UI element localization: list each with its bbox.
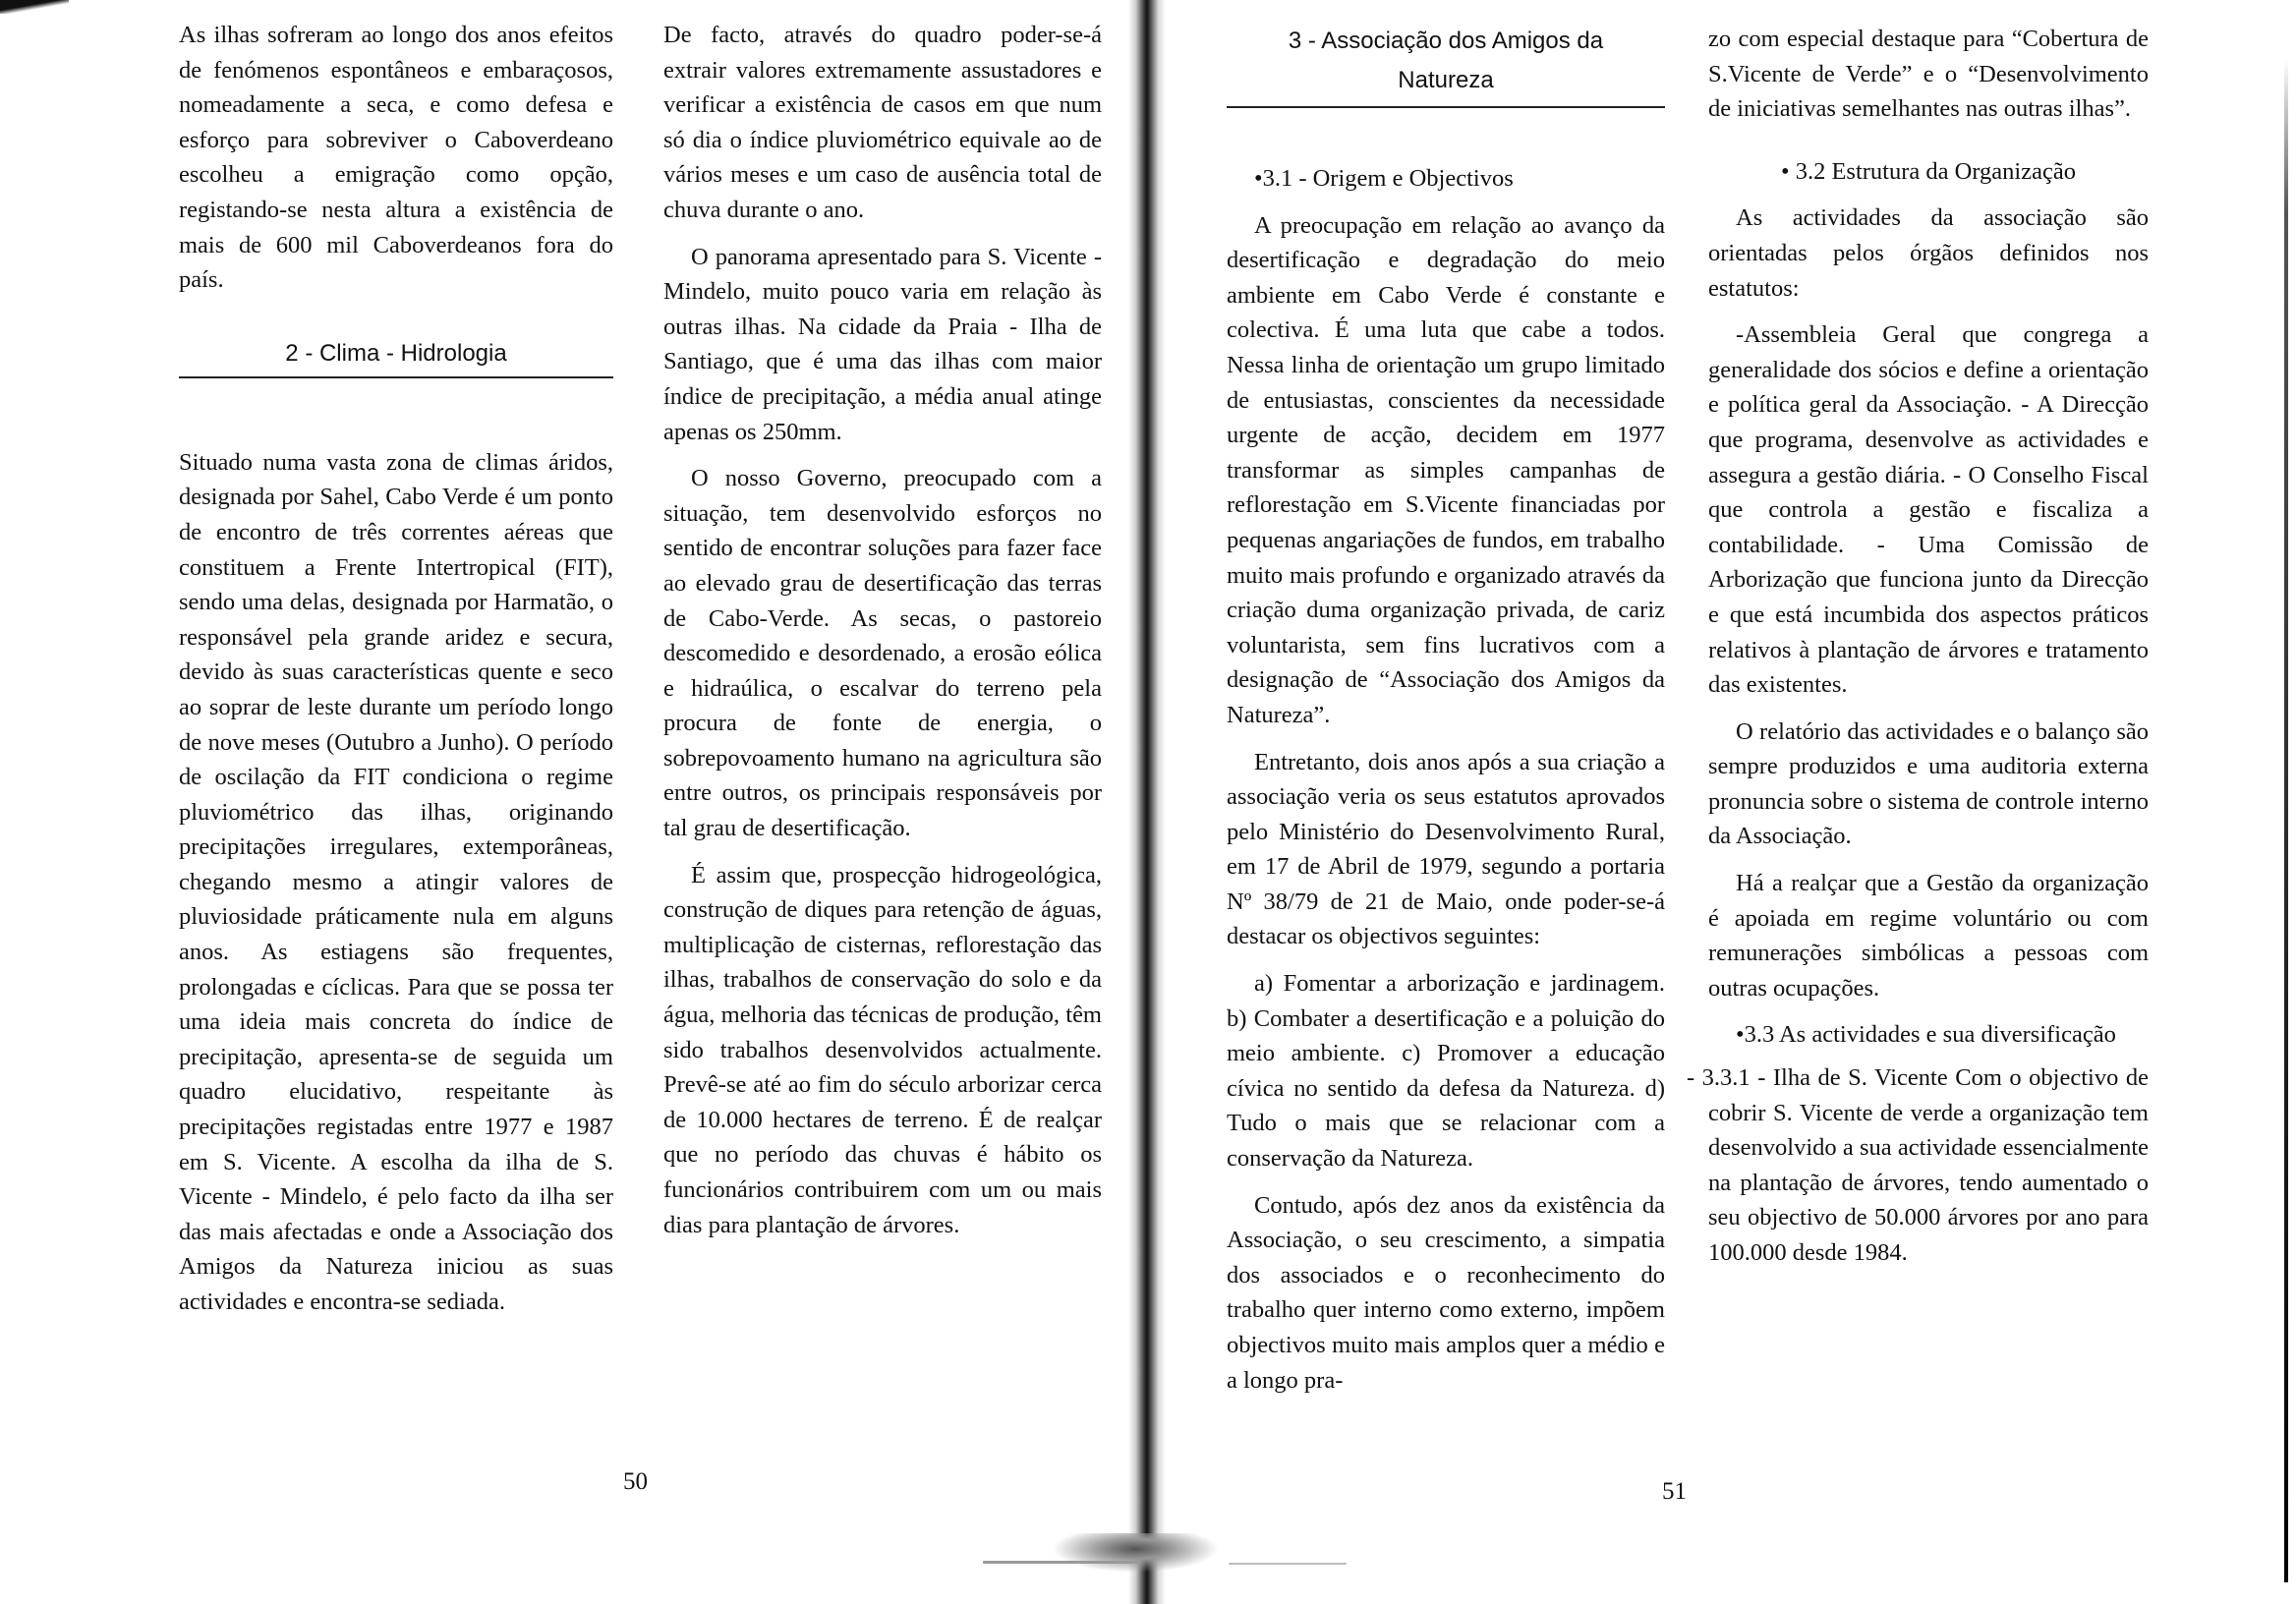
left-page bbox=[0, 0, 1145, 1604]
paragraph: As actividades da associação são orientadas pelos órgãos definidos nos estatutos: bbox=[1708, 204, 2149, 302]
paragraph: O panorama apresentado para S. Vicente - Mindelo, muito pouco varia em relação às outras ilhas. Na cidade da Praia - Ilha de Santiago, que é uma das ilhas com maior índice de precipitação, a média anual atinge apenas os 250mm. bbox=[663, 243, 1102, 445]
paragraph: É assim que, prospecção hidrogeológica, construção de diques para retenção de águas, multiplicação de cisternas, reflorestação das ilhas, trabalhos de conservação do solo e da água, melhoria das técnicas de produção, têm sido trabalhos desenvolvidos actualmente. Prevê-se até ao fim do século arborizar cerca de 10.000 hectares de terreno. É de realçar que no período das chuvas é hábito os funcionários contribuirem com um ou mais dias para plantação de árvores. bbox=[663, 861, 1102, 1238]
subsection-heading: •3.1 - Origem e Objectivos bbox=[1254, 165, 1514, 192]
page-number: 50 bbox=[623, 1468, 648, 1495]
paragraph: O relatório das actividades e o balanço são sempre produzidos e uma auditoria externa pronuncia sobre o sistema de controle interno da Associação. bbox=[1708, 717, 2149, 850]
paragraph: a) Fomentar a arborização e jardinagem. b) Combater a desertificação e a poluição do meio ambiente. c) Promover a educação cívica no sentido da defesa da Natureza. d) Tudo o mais que se relacionar com a conservação da Natureza. bbox=[1227, 970, 1665, 1173]
paragraph: De facto, através do quadro poder-se-á extrair valores extremamente assustadores e verificar a existência de casos em que num só dia o índice pluviométrico equivale ao de vários meses e um caso de ausência total de chuva durante o ano. bbox=[663, 22, 1102, 223]
paragraph: Entretanto, dois anos após a sua criação a associação veria os seus estatutos aprovados pelo Ministério do Desenvolvimento Rural, em 17 de Abril de 1979, segundo a portaria Nº 38/79 de 21 de Maio, onde poder-se-á destacar os objectivos seguintes: bbox=[1227, 748, 1665, 950]
section-heading bbox=[1227, 22, 1665, 108]
paragraph: zo com especial destaque para “Cobertura de S.Vicente de Verde” e o “Desenvolvimento de iniciativas semelhantes nas outras ilhas”. bbox=[1708, 26, 2149, 123]
list-item: - 3.3.1 - Ilha de S. Vicente Com o objectivo de cobrir S. Vicente de verde a organização tem desenvolvido a sua actividade essencialmente na plantação de árvores, tendo aumentado o seu objectivo de 50.000 árvores por ano para 100.000 desde 1984. bbox=[1687, 1064, 2149, 1266]
section-heading-line1: 3 - Associação dos Amigos da bbox=[1288, 28, 1604, 54]
paragraph: As ilhas sofreram ao longo dos anos efeitos de fenómenos espontâneos e embaraçosos, nomeadamente a seca, e como defesa e esforço para sobreviver o Caboverdeano escolheu a emigração como opção, registando-se nesta altura a existência de mais de 600 mil Caboverdeanos fora do país. bbox=[179, 22, 613, 294]
left-page-column-1 bbox=[179, 18, 613, 1320]
paragraph: -Assembleia Geral que congrega a generalidade dos sócios e define a orientação e política geral da Associação. - A Direcção que programa, desenvolve as actividades e assegura a gestão diária. - O Conselho Fiscal que controla a gestão e fiscaliza a contabilidade. - Uma Comissão de Arborização que funciona junto da Direcção e que está incumbida dos aspectos práticos relativos à plantação de árvores e tratamento das existentes. bbox=[1708, 321, 2149, 699]
page-number: 51 bbox=[1662, 1478, 1687, 1505]
paragraph: Contudo, após dez anos da existência da Associação, o seu crescimento, a simpatia dos associados e o reconhecimento do trabalho quer interno como externo, impõem objectivos muito mais amplos quer a médio e a longo pra- bbox=[1227, 1191, 1665, 1394]
paragraph: A preocupação em relação ao avanço da desertificação e degradação do meio ambiente em Cabo Verde é constante e colectiva. É uma luta que cabe a todos. Nessa linha de orientação um grupo limitado de entusiastas, conscientes da necessidade urgente de acção, decidem em 1977 transformar as simples campanhas de reflorestação em S.Vicente financiadas por pequenas angariações de fundos, em trabalho muito mais profundo e organizado através da criação duma organização privada, de cariz voluntarista, sem fins lucrativos com a designação de “Associação dos Amigos da Natureza”. bbox=[1227, 211, 1665, 728]
left-page-column-2 bbox=[663, 18, 1102, 1242]
section-heading-line2: Natureza bbox=[1398, 67, 1494, 93]
paragraph: Há a realçar que a Gestão da organização é apoiada em regime voluntário ou com remunerações simbólicas a pessoas com outras ocupações. bbox=[1708, 870, 2149, 1002]
right-page bbox=[1145, 0, 2296, 1604]
subsection-heading: • 3.2 Estrutura da Organização bbox=[1781, 157, 2076, 185]
paragraph: O nosso Governo, preocupado com a situação, tem desenvolvido esforços no sentido de encontrar soluções para fazer face ao elevado grau de desertificação das terras de Cabo-Verde. As secas, o pastoreio descomedido e desordenado, a erosão eólica e hidraúlica, o escalvar do terreno pela procura de fonte de energia, o sobrepovoamento humano na agricultura são entre outros, os principais responsáveis por tal grau de desertificação. bbox=[663, 465, 1102, 842]
section-heading: 2 - Clima - Hidrologia bbox=[179, 337, 613, 378]
paragraph: Situado numa vasta zona de climas áridos, designada por Sahel, Cabo Verde é um ponto de encontro de três correntes aéreas que constituem a Frente Intertropical (FIT), sendo uma delas, designada por Harmatão, o responsável pela grande aridez e secura, devido às suas características quente e seco ao soprar de leste durante um período longo de nove meses (Outubro a Junho). O período de oscilação da FIT condiciona o regime pluviométrico das ilhas, originando precipitações irregulares, extemporâneas, chegando mesmo a atingir valores de pluviosidade práticamente nula em alguns anos. As estiagens são frequentes, prolongadas e cíclicas. Para que se possa ter uma ideia mais concreta do índice de precipitação, apresenta-se de seguida um quadro elucidativo, respeitante às precipitações registadas entre 1977 e 1987 em S. Vicente. A escolha da ilha de S. Vicente - Mindelo, é pelo facto da ilha ser das mais afectadas e onde a Associação dos Amigos da Natureza iniciou as suas actividades e encontra-se sediada. bbox=[179, 448, 613, 1315]
right-page-column-2 bbox=[1687, 22, 2149, 1271]
right-page-column-1 bbox=[1227, 22, 1665, 1398]
subsection-heading: •3.3 As actividades e sua diversificação bbox=[1736, 1021, 2116, 1049]
